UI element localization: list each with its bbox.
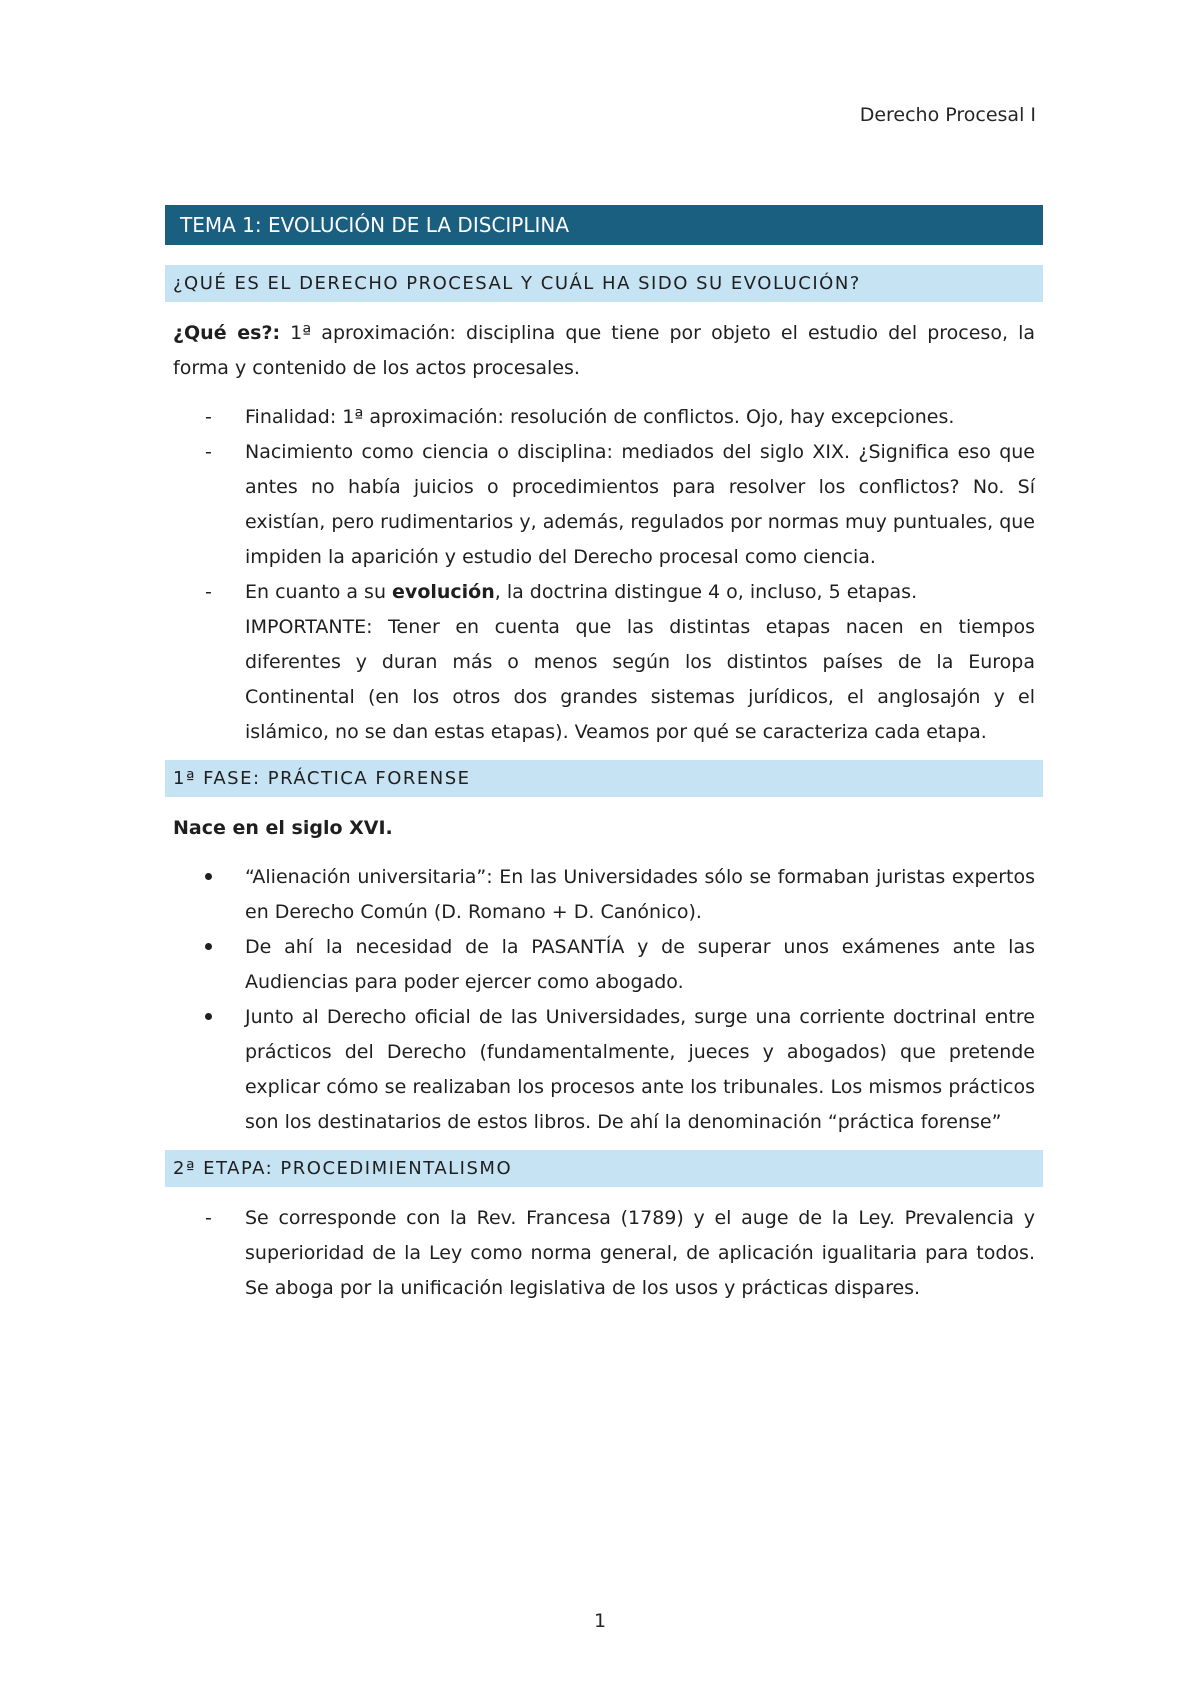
section-heading-practica-forense: 1ª FASE: PRÁCTICA FORENSE — [165, 760, 1043, 797]
section-heading-procedimientalismo: 2ª ETAPA: PROCEDIMIENTALISMO — [165, 1150, 1043, 1187]
intro-paragraph — [165, 316, 1043, 386]
chapter-title: TEMA 1: EVOLUCIÓN DE LA DISCIPLINA — [165, 205, 1043, 245]
list-item: - Finalidad: 1ª aproximación: resolución de conflictos. Ojo, hay excepciones. — [245, 400, 1035, 435]
item3-bold: evolución — [392, 581, 495, 603]
item3-pre: En cuanto a su — [245, 581, 393, 603]
list-item — [245, 575, 1035, 750]
page-number: 1 — [593, 1610, 607, 1632]
intro-bold-label: ¿Qué es?: — [173, 322, 281, 344]
running-header: Derecho Procesal I — [859, 104, 1036, 126]
item3-post: , la doctrina distingue 4 o, incluso, 5 etapas. — [494, 581, 918, 603]
document-body — [165, 205, 1043, 1316]
list-item: “Alienación universitaria”: En las Universidades sólo se formaban juristas expertos en Derecho Común (D. Romano + D. Canónico). — [245, 860, 1035, 930]
dash-list-section3 — [165, 1201, 1043, 1306]
list-item: - Se corresponde con la Rev. Francesa (1789) y el auge de la Ley. Prevalencia y superioridad de la Ley como norma general, de aplicación igualitaria para todos. Se aboga por la unificación legislativa de los usos y prácticas dispares. — [245, 1201, 1035, 1306]
list-item: Junto al Derecho oficial de las Universidades, surge una corriente doctrinal entre prácticos del Derecho (fundamentalmente, jueces y abogados) que pretende explicar cómo se realizaban los procesos ante los tribunales. Los mismos prácticos son los destinatarios de estos libros. De ahí la denominación “práctica forense” — [245, 1000, 1035, 1140]
section-heading-what-is: ¿QUÉ ES EL DERECHO PROCESAL Y CUÁL HA SIDO SU EVOLUCIÓN? — [165, 265, 1043, 302]
list-item: - Nacimiento como ciencia o disciplina: mediados del siglo XIX. ¿Significa eso que antes no había juicios o procedimientos para resolver los conflictos? No. Sí existían, pero rudimentarios y, además, regulados por normas muy puntuales, que impiden la aparición y estudio del Derecho procesal como ciencia. — [245, 435, 1035, 575]
dash-list-section1 — [165, 400, 1043, 750]
list-item: De ahí la necesidad de la PASANTÍA y de superar unos exámenes ante las Audiencias para poder ejercer como abogado. — [245, 930, 1035, 1000]
bullet-list-section2 — [165, 860, 1043, 1140]
intro-text: 1ª aproximación: disciplina que tiene por objeto el estudio del proceso, la forma y contenido de los actos procesales. — [173, 322, 1036, 379]
subheading-siglo-xvi: Nace en el siglo XVI. — [173, 817, 393, 839]
important-note: IMPORTANTE: Tener en cuenta que las distintas etapas nacen en tiempos diferentes y duran más o menos según los distintos países de la Europa Continental (en los otros dos grandes sistemas jurídicos, el anglosajón y el islámico, no se dan estas etapas). Veamos por qué se caracteriza cada etapa. — [245, 616, 1035, 743]
